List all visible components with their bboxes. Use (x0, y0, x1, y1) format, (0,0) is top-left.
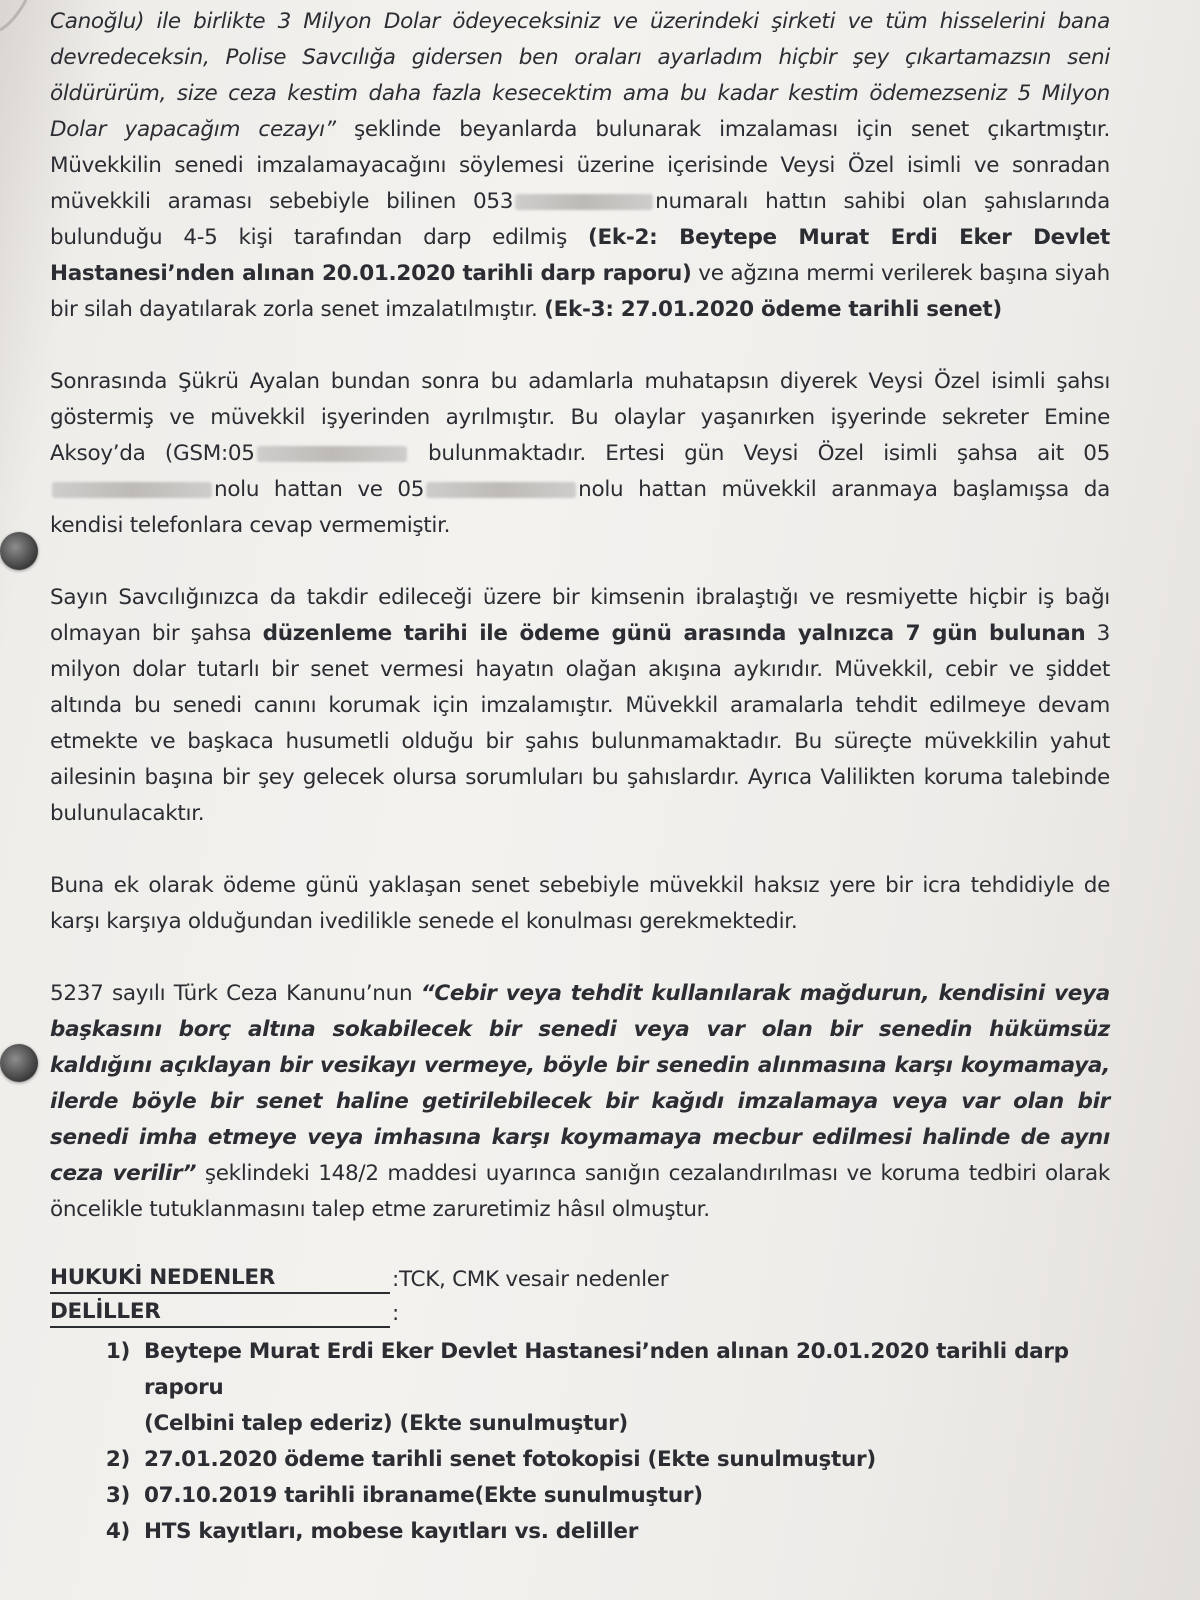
punch-hole-bottom (0, 1044, 38, 1082)
evidence-value: : (392, 1301, 399, 1326)
list-item: 2) 27.01.2020 ödeme tarihli senet fotokopisi (Ekte sunulmuştur) (105, 1447, 876, 1472)
evidence-label: DELİLLER (50, 1298, 390, 1328)
redacted-phone-3 (52, 482, 212, 498)
punch-hole-top (0, 532, 38, 570)
list-item: 1) Beytepe Murat Erdi Eker Devlet Hastanesi’nden alınan 20.01.2020 tarihli darp raporu (Celbini talep ederiz) (Ekte sunulmuştur) (105, 1339, 1069, 1436)
paragraph-phone-calls: Sonrasında Şükrü Ayalan bundan sonra bu adamlarla muhatapsın diyerek Veysi Özel isimli şahsı göstermiş ve müvekkil işyerinden ayrılmıştır. Bu olaylar yaşanırken işyerinde sekreter Emine Aksoy’da (GSM:05 bulunmaktadır. Ertesi gün Veysi Özel isimli şahsa ait 05nolu hattan ve 05 nolu hattan müvekkil aranmaya başlamışsa da kendisi telefonlara cevap vermemiştir. (50, 369, 1110, 538)
list-item: 3) 07.10.2019 tarihli ibraname(Ekte sunulmuştur) (105, 1483, 703, 1508)
page-fold-corner (0, 0, 40, 40)
evidence-row (50, 1298, 1110, 1328)
legal-reasons-row (50, 1264, 1110, 1294)
threat-quote: Canoğlu) ile birlikte 3 Milyon Dolar ödeyeceksiniz ve üzerindeki şirketi ve tüm hisselerini bana devredeceksin, Polise Savcılığa gidersen ben oraları ayarladım hiçbir şey çıkartamazsın seni öldürürüm, size ceza kestim daha fazla kesecektim ama bu kadar kestim ödemezseniz 5 Milyon Dolar yapacağım cezayı” (50, 9, 1110, 142)
redacted-phone-2 (257, 446, 407, 462)
exhibit-3-reference: (Ek-3: 27.01.2020 ödeme tarihli senet) (544, 297, 1002, 322)
document-page (50, 0, 1110, 1550)
legal-reasons-label: HUKUKİ NEDENLER (50, 1264, 390, 1294)
paragraph-legal-article: 5237 sayılı Türk Ceza Kanunu’nun “Cebir veya tehdit kullanılarak mağdurun, kendisini veya başkasını borç altına sokabilecek bir senedi veya var olan bir senedin hükümsüz kaldığını açıklayan bir vesikayı vermeye, böyle bir senedin alınmasına karşı koymamaya, ilerde böyle bir senet haline getirilebilecek bir kağıdı imzalamaya veya var olan bir senedi imha etmeye veya imhasına karşı koymamaya mecbur edilmesi halinde de aynı ceza verilir” şeklindeki 148/2 maddesi uyarınca sanığın cezalandırılması ve koruma tedbiri olarak öncelikle tutuklanmasını talep etme zaruretimiz hâsıl olmuştur. (50, 981, 1111, 1222)
list-item: 4) HTS kayıtları, mobese kayıtları vs. deliller (105, 1519, 638, 1544)
paragraph-threat-statement: Canoğlu) ile birlikte 3 Milyon Dolar ödeyeceksiniz ve üzerindeki şirketi ve tüm hisselerini bana devredeceksin, Polise Savcılığa gidersen ben oraları ayarladım hiçbir şey çıkartamazsın seni öldürürüm, size ceza kestim daha fazla kesecektim ama bu kadar kestim ödemezseniz 5 Milyon Dolar yapacağım cezayı” şeklinde beyanlarda bulunarak imzalaması için senet çıkartmıştır. Müvekkilin senedi imzalamayacağını söylemesi üzerine içerisinde Veysi Özel isimli ve sonradan müvekkili araması sebebiyle bilinen 053 numaralı hattın sahibi olan şahıslarında bulunduğu 4-5 kişi tarafından darp edilmiş (Ek-2: Beytepe Murat Erdi Eker Devlet Hastanesi’nden alınan 20.01.2020 tarihli darp raporu) ve ağzına mermi verilerek başına siyah bir silah dayatılarak zorla senet imzalatılmıştır. (Ek-3: 27.01.2020 ödeme tarihli senet) (50, 9, 1111, 322)
tck-article-quote: “Cebir veya tehdit kullanılarak mağdurun, kendisini veya başkasını borç altına sokabilecek bir senedi veya var olan bir senedin hükümsüz kaldığını açıklayan bir vesikayı vermeye, böyle bir senedin alınmasına karşı koymamaya, ilerde böyle bir senet haline getirilebilecek bir kağıdı imzalamaya veya var olan bir senedi imha etmeye veya imhasına karşı koymamaya mecbur edilmesi halinde de aynı ceza verilir” (50, 981, 1110, 1186)
redacted-phone-1 (515, 194, 653, 210)
evidence-list (50, 1334, 1110, 1550)
exhibit-2-reference: (Ek-2: Beytepe Murat Erdi Eker Devlet Hastanesi’nden alınan 20.01.2020 tarihli darp raporu) (50, 225, 1111, 286)
paragraph-assessment: Sayın Savcılığınızca da takdir edileceği üzere bir kimsenin ibralaştığı ve resmiyette hiçbir iş bağı olmayan bir şahsa düzenleme tarihi ile ödeme günü arasında yalnızca 7 gün bulunan 3 milyon dolar tutarlı bir senet vermesi hayatın olağan akışına aykırıdır. Müvekkil, cebir ve şiddet altında bu senedi canını korumak için imzalamıştır. Müvekkil aramalarla tehdit edilmeye devam etmekte ve başkaca husumetli olduğu bir şahıs bulunmamaktadır. Bu süreçte müvekkilin yahut ailesinin başına bir şey gelecek olursa sorumluları bu şahıslardır. Ayrıca Valilikten koruma talebinde bulunulacaktır. (50, 585, 1110, 826)
paragraph-enforcement-threat: Buna ek olarak ödeme günü yaklaşan senet sebebiyle müvekkil haksız yere bir icra tehdidiyle de karşı karşıya olduğundan ivedilikle senede el konulması gerekmektedir. (50, 873, 1110, 934)
redacted-phone-4 (426, 482, 576, 498)
legal-reasons-value: :TCK, CMK vesair nedenler (392, 1267, 669, 1292)
